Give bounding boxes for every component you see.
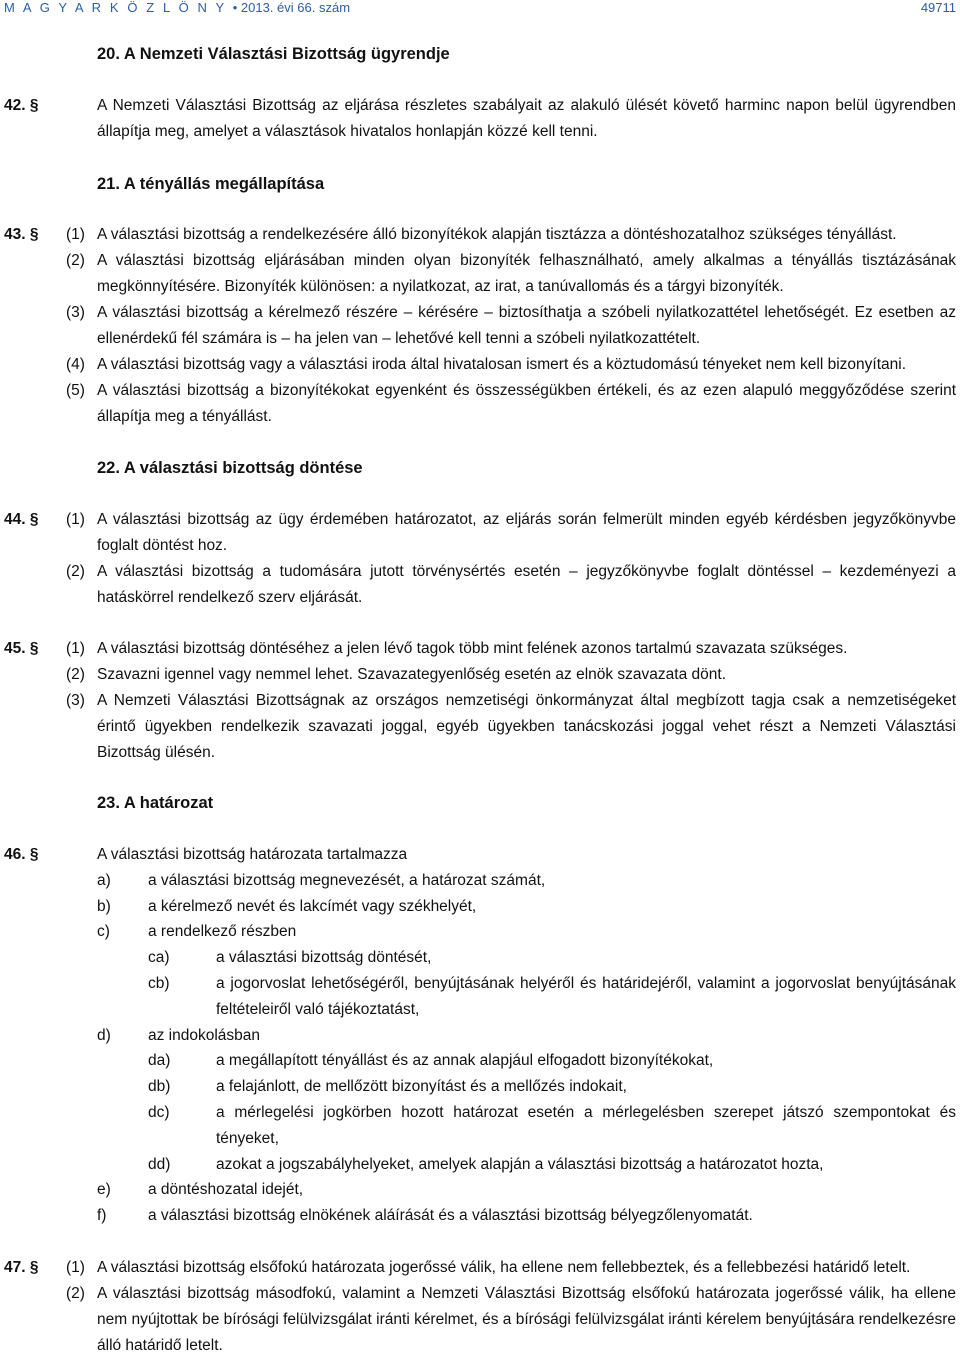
list-item-label: f) <box>97 1207 107 1224</box>
list-item-label: b) <box>97 898 111 915</box>
paragraph-number: (1) <box>66 1259 85 1276</box>
section-number-43: 43. § <box>4 226 39 243</box>
list-item-text: a kérelmező nevét és lakcímét vagy székhelyét, <box>148 898 477 915</box>
list-item-label: ca) <box>148 949 170 966</box>
section-number-46: 46. § <box>4 846 39 863</box>
chapter-heading-20: 20. A Nemzeti Választási Bizottság ügyrendje <box>97 45 450 63</box>
paragraph-number: (2) <box>66 252 85 269</box>
journal-title <box>4 0 350 16</box>
issue-info: • 2013. évi 66. szám <box>232 0 351 15</box>
list-item-label: cb) <box>148 975 170 992</box>
page-number: 49711 <box>920 0 956 15</box>
section-number-44: 44. § <box>4 511 39 528</box>
section-number-47: 47. § <box>4 1259 39 1276</box>
section-number-45: 45. § <box>4 640 39 657</box>
paragraph-number: (1) <box>66 640 85 657</box>
list-item-text: a választási bizottság döntését, <box>216 949 432 966</box>
paragraph-text: Szavazni igennel vagy nemmel lehet. Szavazategyenlőség esetén az elnök szavazata dönt. <box>97 666 726 683</box>
list-item-label: a) <box>97 872 111 889</box>
paragraph-text: A választási bizottság a tudomására jutott törvénysértés esetén – jegyzőkönyvbe foglalt döntéssel – kezdeményezi a hatáskörrel rendelkező szerv eljárását. <box>97 563 956 606</box>
chapter-heading-23: 23. A határozat <box>97 794 214 812</box>
paragraph-number: (3) <box>66 304 85 321</box>
paragraph-number: (1) <box>66 226 85 243</box>
paragraph-number: (5) <box>66 382 85 399</box>
paragraph-text: A választási bizottság az ügy érdemében határozatot, az eljárás során felmerült minden egyéb kérdésben jegyzőkönyvbe foglalt döntést hoz. <box>97 511 956 554</box>
paragraph-text: A választási bizottság a bizonyítékokat egyenként és összességükben értékeli, és az ezen alapuló meggyőződése szerint állapítja meg a tényállást. <box>97 382 956 425</box>
paragraph-number: (2) <box>66 1285 85 1302</box>
list-item-label: dc) <box>148 1104 170 1121</box>
list-item-text: a választási bizottság elnökének aláírását és a választási bizottság bélyegzőlenyomatát. <box>148 1207 753 1224</box>
paragraph-text: A választási bizottság másodfokú, valamint a Nemzeti Választási Bizottság elsőfokú határozata jogerőssé válik, ha ellene nem nyújtottak be bírósági felülvizsgálat iránti kérelmet, és a bírósági felülvizsgálat iránti kérelem benyújtására rendelkezésre álló határidő letelt. <box>97 1285 956 1354</box>
list-item-label: c) <box>97 923 110 940</box>
paragraph-number: (2) <box>66 666 85 683</box>
paragraph-number: (2) <box>66 563 85 580</box>
section-number-42: 42. § <box>4 97 39 114</box>
page-header <box>4 0 956 18</box>
list-item-text: a döntéshozatal idejét, <box>148 1181 304 1198</box>
paragraph-text: A választási bizottság a rendelkezésére álló bizonyítékok alapján tisztázza a döntéshozatalhoz szükséges tényállást. <box>97 226 897 243</box>
list-item-label: da) <box>148 1052 171 1069</box>
section-intro: A választási bizottság határozata tartalmazza <box>97 846 408 863</box>
list-item-text: az indokolásban <box>148 1027 261 1044</box>
chapter-heading-22: 22. A választási bizottság döntése <box>97 459 363 477</box>
list-item-text: a megállapított tényállást és az annak alapjául elfogadott bizonyítékokat, <box>216 1052 714 1069</box>
list-item-text: azokat a jogszabályhelyeket, amelyek alapján a választási bizottság a határozatot hozta, <box>216 1156 824 1173</box>
paragraph-text: A választási bizottság elsőfokú határozata jogerőssé válik, ha ellene nem fellebbeztek, és a fellebbezési határidő letelt. <box>97 1259 911 1276</box>
paragraph-text: A választási bizottság eljárásában minden olyan bizonyíték felhasználható, amely alkalmas a tényállás tisztázásának megkönnyítésére. Bizonyíték különösen: a nyilatkozat, az irat, a tanúvallomás és a tárgyi bizonyíték. <box>97 252 956 295</box>
list-item-text: a mérlegelési jogkörben hozott határozat esetén a mérlegelésben szerepet játszó szempontokat és tényeket, <box>216 1104 956 1147</box>
list-item-label: d) <box>97 1027 111 1044</box>
list-item-label: dd) <box>148 1156 171 1173</box>
list-item-text: a rendelkező részben <box>148 923 297 940</box>
list-item-label: e) <box>97 1181 111 1198</box>
paragraph-number: (3) <box>66 692 85 709</box>
list-item-text: a választási bizottság megnevezését, a határozat számát, <box>148 872 546 889</box>
paragraph-number: (4) <box>66 356 85 373</box>
paragraph-text: A választási bizottság a kérelmező részére – kérésére – biztosíthatja a szóbeli nyilatkozattétel lehetőségét. Ez esetben az ellenérdekű fél számára is – ha jelen van – lehetővé kell tenni a szóbeli nyilatkozattételt. <box>97 304 956 347</box>
paragraph-text: A Nemzeti Választási Bizottságnak az országos nemzetiségi önkormányzat által megbízott tagja csak a nemzetiségeket érintő ügyekben rendelkezik szavazati joggal, egyéb ügyekben tanácskozási joggal vehet részt a Nemzeti Választási Bizottság ülésén. <box>97 692 956 761</box>
list-item-text: a felajánlott, de mellőzött bizonyítást és a mellőzés indokait, <box>216 1078 627 1095</box>
list-item-text: a jogorvoslat lehetőségéről, benyújtásának helyéről és határidejéről, valamint a jogorvoslat benyújtásának feltételeiről való tájékoztatást, <box>216 975 956 1018</box>
section-text-42: A Nemzeti Választási Bizottság az eljárása részletes szabályait az alakuló ülését követő harminc napon belül ügyrendben állapítja meg, amelyet a választások hivatalos honlapján közzé kell tenni. <box>97 97 956 140</box>
chapter-heading-21: 21. A tényállás megállapítása <box>97 175 325 193</box>
paragraph-text: A választási bizottság vagy a választási iroda által hivatalosan ismert és a köztudomású tényeket nem kell bizonyítani. <box>97 356 906 373</box>
list-item-label: db) <box>148 1078 171 1095</box>
paragraph-text: A választási bizottság döntéséhez a jelen lévő tagok több mint felének azonos tartalmú szavazata szükséges. <box>97 640 848 657</box>
journal-name: M A G Y A R K Ö Z L Ö N Y <box>4 0 227 15</box>
paragraph-number: (1) <box>66 511 85 528</box>
